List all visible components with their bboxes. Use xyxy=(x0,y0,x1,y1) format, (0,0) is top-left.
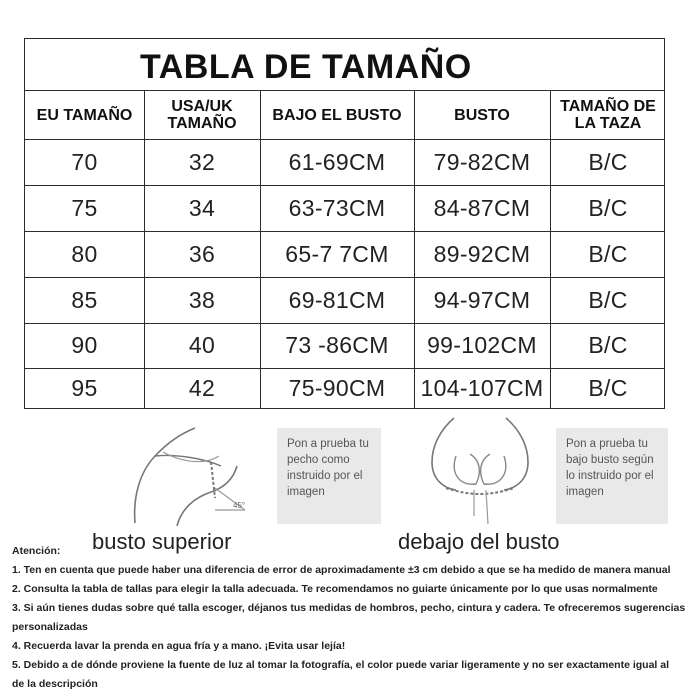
upper-bust-note: Pon a prueba tu pecho como instruido por el imagen xyxy=(277,428,381,524)
header-under-bust: BAJO EL BUSTO xyxy=(272,106,402,124)
cell-under-bust: 61-69CM xyxy=(288,148,386,175)
under-bust-note: Pon a prueba tu bajo busto según lo instruido por el imagen xyxy=(556,428,668,524)
cell-cup: B/C xyxy=(588,332,628,358)
size-table xyxy=(24,38,665,409)
cell-under-bust: 75-90CM xyxy=(288,375,386,401)
cell-cup: B/C xyxy=(588,375,628,401)
cell-cup: B/C xyxy=(588,194,628,221)
note-line: de la descripción xyxy=(12,678,98,690)
cell-cup: B/C xyxy=(588,240,628,267)
cell-eu: 95 xyxy=(71,375,98,401)
cell-usa-uk: 34 xyxy=(188,194,216,221)
cell-under-bust: 73 -86CM xyxy=(285,332,389,358)
angle-label: 45° xyxy=(233,501,246,510)
cell-eu: 75 xyxy=(71,194,98,221)
cell-usa-uk: 38 xyxy=(188,286,216,313)
cell-eu: 90 xyxy=(71,332,98,358)
note-line: 2. Consulta la tabla de tallas para elegir la talla adecuada. Te recomendamos no guiarte únicamente por lo que usas normalmente xyxy=(12,583,658,595)
notes-heading: Atención: xyxy=(12,545,61,557)
attention-notes xyxy=(12,542,692,694)
header-cup-size: TAMAÑO DE LA TAZA xyxy=(560,98,656,132)
cell-usa-uk: 32 xyxy=(188,148,216,175)
cell-usa-uk: 42 xyxy=(188,375,216,401)
cell-usa-uk: 36 xyxy=(188,240,216,267)
cell-bust: 104-107CM xyxy=(420,375,544,401)
cell-eu: 85 xyxy=(71,286,98,313)
header-usa-uk-size: USA/UK TAMAÑO xyxy=(167,98,237,132)
cell-usa-uk: 40 xyxy=(188,332,216,358)
note-line: personalizadas xyxy=(12,621,88,633)
cell-eu: 70 xyxy=(71,148,98,175)
cell-bust: 89-92CM xyxy=(433,240,531,267)
cell-under-bust: 63-73CM xyxy=(288,194,386,221)
cell-cup: B/C xyxy=(588,148,628,175)
note-line: 3. Si aún tienes dudas sobre qué talla escoger, déjanos tus medidas de hombros, pecho, cintura y cadera. Te ofreceremos sugerencias xyxy=(12,602,686,614)
under-bust-illustration xyxy=(410,416,550,528)
note-line: 1. Ten en cuenta que puede haber una diferencia de error de aproximadamente ±3 cm debido a que se ha medido de manera manual xyxy=(12,564,671,576)
under-bust-caption: debajo del busto xyxy=(398,529,560,554)
cell-under-bust: 65-7 7CM xyxy=(285,240,389,267)
upper-bust-illustration xyxy=(115,418,265,528)
cell-bust: 84-87CM xyxy=(433,194,531,221)
cell-bust: 79-82CM xyxy=(433,148,531,175)
cell-cup: B/C xyxy=(588,286,628,313)
cell-bust: 99-102CM xyxy=(427,332,537,358)
header-eu-size: EU TAMAÑO xyxy=(36,106,133,124)
header-bust: BUSTO xyxy=(454,106,510,124)
note-line: 4. Recuerda lavar la prenda en agua fría y a mano. ¡Evita usar lejía! xyxy=(12,640,346,652)
table-title-row xyxy=(25,39,664,91)
cell-eu: 80 xyxy=(71,240,98,267)
cell-under-bust: 69-81CM xyxy=(288,286,386,313)
table-title: TABLA DE TAMAÑO xyxy=(140,48,472,86)
upper-bust-caption: busto superior xyxy=(92,529,232,554)
cell-bust: 94-97CM xyxy=(433,286,531,313)
note-line: 5. Debido a de dónde proviene la fuente de luz al tomar la fotografía, el color puede variar ligeramente y no ser exactamente igual al xyxy=(12,659,670,671)
